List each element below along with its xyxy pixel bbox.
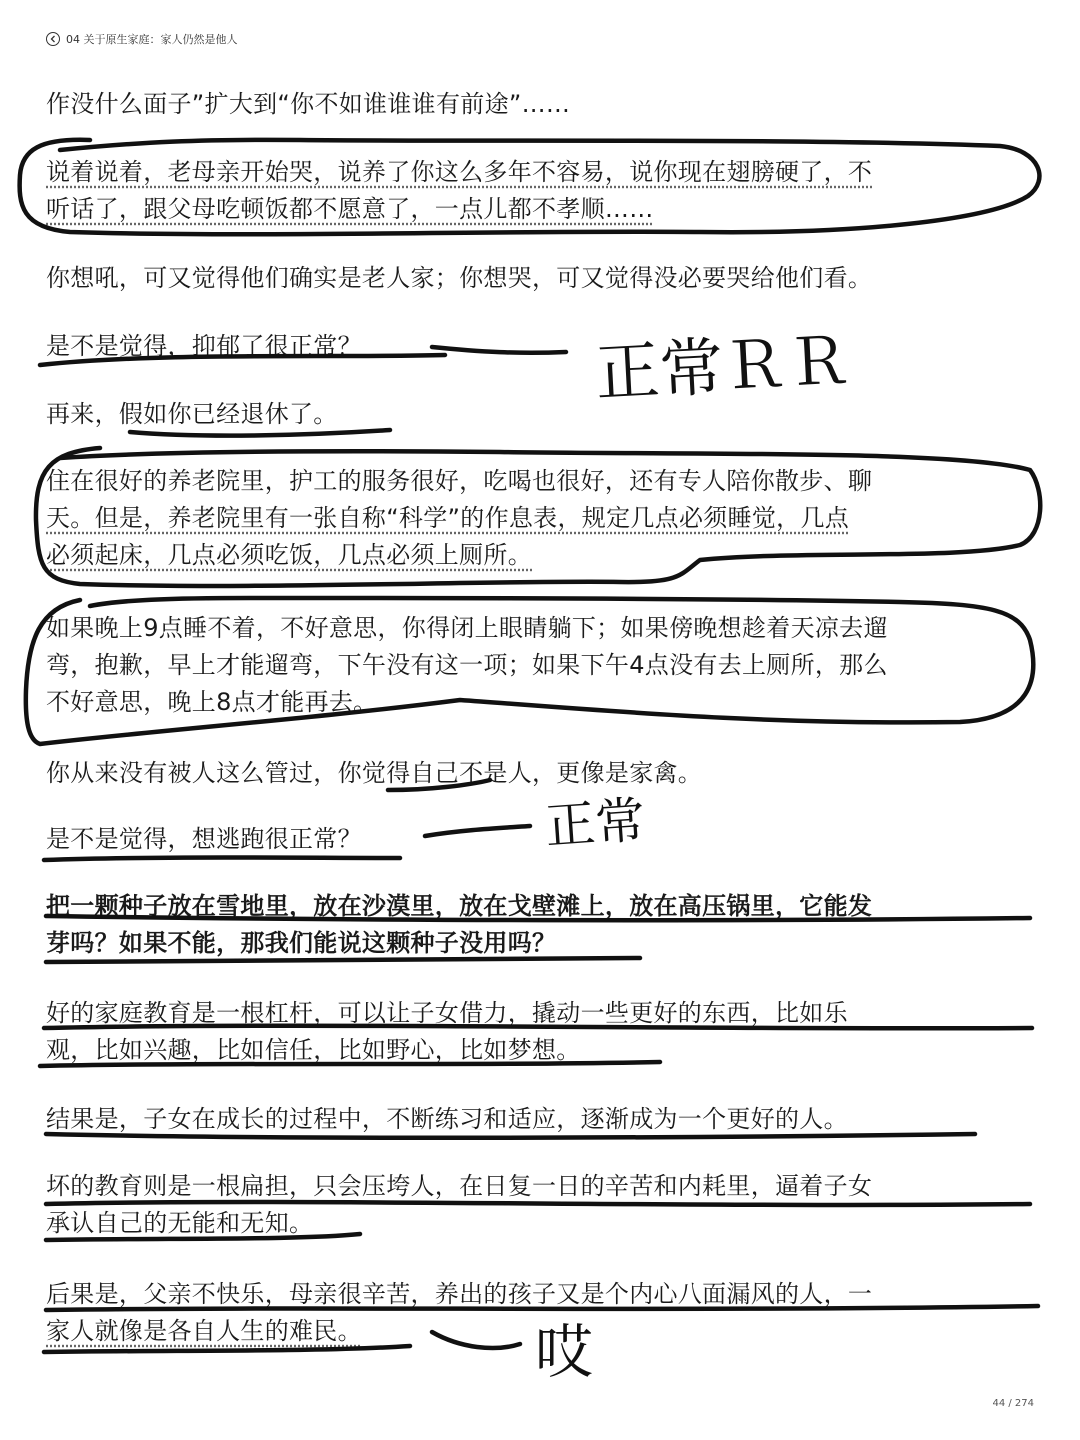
paragraph-11 [46,995,1038,1069]
chapter-title: 04 关于原生家庭：家人仍然是他人 [66,33,238,46]
text-line: 你从来没有被人这么管过，你觉得自己不是人，更像是家禽。 [46,759,703,787]
text-line: 作没什么面子”扩大到“你不如谁谁谁有前途”…… [46,90,571,118]
paragraph-8 [46,755,1038,792]
paragraph-1 [46,86,1038,123]
text-line: 不好意思，晚上8点才能再去。 [46,688,378,716]
paragraph-9 [46,821,1038,858]
paragraph-13 [46,1168,1038,1242]
paragraph-14 [46,1276,1038,1350]
text-line: 坏的教育则是一根扁担，只会压垮人，在日复一日的辛苦和内耗里，逼着子女 [46,1172,873,1200]
text-line: 后果是，父亲不快乐，母亲很辛苦，养出的孩子又是个内心八面漏风的人，一 [46,1280,873,1308]
text-line: 如果晚上9点睡不着，不好意思，你得闭上眼睛躺下；如果傍晚想趁着天凉去遛 [46,614,888,642]
text-line: 听话了，跟父母吃顿饭都不愿意了，一点儿都不孝顺…… [46,195,654,223]
text-line: 好的家庭教育是一根杠杆，可以让子女借力，撬动一些更好的东西，比如乐 [46,999,848,1027]
text-line: 芽吗？如果不能，那我们能说这颗种子没用吗？ [46,929,557,957]
text-line: 你想吼，可又觉得他们确实是老人家；你想哭，可又觉得没必要哭给他们看。 [46,264,873,292]
text-line: 家人就像是各自人生的难民。 [46,1317,362,1345]
chevron-left-icon[interactable] [46,32,60,46]
chapter-header [46,30,238,48]
paragraph-6 [46,463,1038,574]
text-line: 把一颗种子放在雪地里，放在沙漠里，放在戈壁滩上，放在高压锅里，它能发 [46,892,873,920]
paragraph-2 [46,154,1038,228]
paragraph-5 [46,396,1038,433]
text-line: 天。但是，养老院里有一张自称“科学”的作息表，规定几点必须睡觉，几点 [46,504,850,532]
handwritten-note: 哎 [535,1318,594,1386]
text-line: 是不是觉得，抑郁了很正常？ [46,332,362,360]
text-line: 必须起床，几点必须吃饭，几点必须上厕所。 [46,541,532,569]
text-line: 弯，抱歉，早上才能遛弯，下午没有这一项；如果下午4点没有去上厕所，那么 [46,651,888,679]
paragraph-12 [46,1101,1038,1138]
text-line: 住在很好的养老院里，护工的服务很好，吃喝也很好，还有专人陪你散步、聊 [46,467,873,495]
paragraph-4 [46,328,1038,365]
text-line: 承认自己的无能和无知。 [46,1209,314,1237]
paragraph-3 [46,260,1038,297]
text-line: 是不是觉得，想逃跑很正常？ [46,825,362,853]
paragraph-7 [46,610,1038,721]
page-indicator: 44 / 274 [992,1398,1034,1409]
text-line: 观，比如兴趣，比如信任，比如野心，比如梦想。 [46,1036,581,1064]
handwritten-note: 正常ＲＲ [593,324,854,412]
text-line: 结果是，子女在成长的过程中，不断练习和适应，逐渐成为一个更好的人。 [46,1105,848,1133]
text-line: 说着说着，老母亲开始哭，说养了你这么多年不容易，说你现在翅膀硬了，不 [46,158,873,186]
paragraph-10 [46,888,1038,962]
handwritten-note: 正常 [543,790,648,856]
text-line: 再来，假如你已经退休了。 [46,400,338,428]
